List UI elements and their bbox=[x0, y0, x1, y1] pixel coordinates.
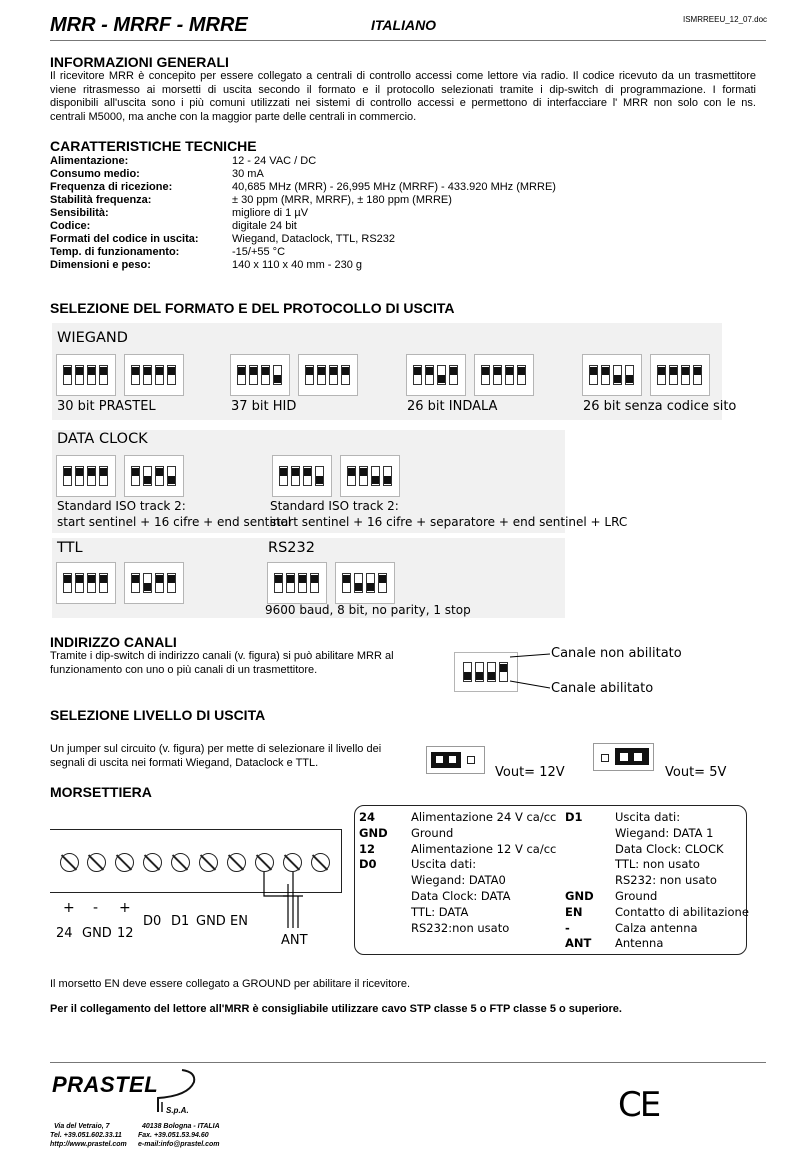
cable-note: Per il collegamento del lettore all'MRR è consigliabile utilizzare cavo STP classe 5 o FTP classe 5 o superiore. bbox=[50, 1003, 622, 1015]
spec-value: 30 mA bbox=[232, 168, 264, 180]
dataclock-caption: Standard ISO track 2: bbox=[57, 499, 186, 513]
terminal-desc: Uscita dati: bbox=[615, 810, 681, 824]
address-line: Fax. +39.051.53.94.60 bbox=[138, 1132, 209, 1139]
dip-lever bbox=[463, 662, 472, 682]
wiegand-format-label: 26 bit INDALA bbox=[407, 399, 498, 414]
dip-lever bbox=[413, 365, 422, 385]
spec-value: migliore di 1 µV bbox=[232, 207, 309, 219]
wiegand-format-label: 26 bit senza codice sito bbox=[583, 399, 737, 414]
dip-switch bbox=[340, 455, 400, 497]
terminal-desc: RS232: non usato bbox=[615, 873, 717, 888]
dip-lever bbox=[99, 466, 108, 486]
wiegand-format-label: 30 bit PRASTEL bbox=[57, 399, 156, 414]
dip-lever bbox=[342, 573, 351, 593]
terminal-table-right bbox=[565, 810, 749, 952]
spec-value: 40,685 MHz (MRR) - 26,995 MHz (MRRF) - 433.920 MHz (MRRE) bbox=[232, 181, 556, 193]
dip-lever bbox=[625, 365, 634, 385]
terminal-code: D1 bbox=[565, 810, 583, 824]
dip-lever-knob bbox=[156, 468, 163, 476]
dip-lever-knob bbox=[670, 367, 677, 375]
dip-lever-knob bbox=[250, 367, 257, 375]
dip-lever-knob bbox=[426, 367, 433, 375]
dip-lever-knob bbox=[76, 575, 83, 583]
doc-title: MRR - MRRF - MRRE bbox=[50, 14, 248, 36]
dip-lever-knob bbox=[100, 367, 107, 375]
dip-lever-knob bbox=[464, 672, 471, 680]
terminal-desc: Wiegand: DATA 1 bbox=[615, 825, 714, 840]
dip-lever bbox=[63, 365, 72, 385]
dip-lever bbox=[298, 573, 307, 593]
terminal-label-ant: ANT bbox=[281, 933, 308, 948]
dip-lever bbox=[167, 466, 176, 486]
dip-lever-knob bbox=[602, 367, 609, 375]
dip-lever bbox=[237, 365, 246, 385]
dip-lever-knob bbox=[367, 583, 374, 591]
dip-lever-knob bbox=[488, 672, 495, 680]
dip-lever-knob bbox=[132, 468, 139, 476]
dip-lever-knob bbox=[626, 375, 633, 383]
spec-value: digitale 24 bit bbox=[232, 220, 297, 232]
dataclock-caption: start sentinel + 16 cifre + separatore + end sentinel + LRC bbox=[270, 515, 628, 529]
dip-lever bbox=[693, 365, 702, 385]
dip-lever bbox=[167, 365, 176, 385]
dip-lever-knob bbox=[88, 575, 95, 583]
dip-lever bbox=[315, 466, 324, 486]
terminal-desc: Alimentazione 24 V ca/cc bbox=[411, 810, 557, 824]
dip-lever-knob bbox=[64, 468, 71, 476]
dip-lever bbox=[87, 573, 96, 593]
dip-lever-knob bbox=[494, 367, 501, 375]
dip-lever bbox=[99, 365, 108, 385]
dip-lever-knob bbox=[299, 575, 306, 583]
dip-lever-knob bbox=[318, 367, 325, 375]
dip-switch bbox=[298, 354, 358, 396]
dip-lever bbox=[305, 365, 314, 385]
screw-terminal bbox=[60, 853, 79, 872]
vout-12v-label: Vout= 12V bbox=[495, 765, 565, 780]
terminal-label-12: 12 bbox=[117, 926, 134, 941]
dip-lever-knob bbox=[132, 367, 139, 375]
dip-lever-knob bbox=[306, 367, 313, 375]
terminal-label-gnd: GND bbox=[82, 926, 112, 941]
dip-lever bbox=[329, 365, 338, 385]
dip-lever bbox=[425, 365, 434, 385]
dip-lever bbox=[366, 573, 375, 593]
dip-lever bbox=[681, 365, 690, 385]
channel-enabled-label: Canale abilitato bbox=[551, 681, 654, 696]
dip-lever bbox=[279, 466, 288, 486]
dip-lever-knob bbox=[506, 367, 513, 375]
dip-lever bbox=[371, 466, 380, 486]
dip-lever-knob bbox=[342, 367, 349, 375]
spec-value: ± 30 ppm (MRR, MRRF), ± 180 ppm (MRRE) bbox=[232, 194, 452, 206]
info-paragraph bbox=[50, 70, 756, 124]
spec-value: Wiegand, Dataclock, TTL, RS232 bbox=[232, 233, 396, 245]
dip-lever bbox=[601, 365, 610, 385]
dip-switch bbox=[474, 354, 534, 396]
terminal-desc: TTL: non usato bbox=[615, 857, 700, 872]
screw-terminal bbox=[87, 853, 106, 872]
dip-lever bbox=[75, 365, 84, 385]
dip-switch bbox=[230, 354, 290, 396]
dip-lever bbox=[437, 365, 446, 385]
dip-lever-knob bbox=[330, 367, 337, 375]
info-line: Il ricevitore MRR è concepito per essere collegato a centrali di controllo accessi come lettore via radio. Il codice ricevuto da un trasmettitore bbox=[50, 70, 756, 82]
dip-lever bbox=[63, 466, 72, 486]
dip-lever bbox=[449, 365, 458, 385]
dip-lever bbox=[341, 365, 350, 385]
dip-lever-knob bbox=[694, 367, 701, 375]
dip-lever-knob bbox=[64, 575, 71, 583]
dip-lever-knob bbox=[343, 575, 350, 583]
dip-lever bbox=[657, 365, 666, 385]
specs-heading: CARATTERISTICHE TECNICHE bbox=[50, 138, 257, 154]
channels-paragraph bbox=[50, 650, 430, 677]
dip-lever-knob bbox=[438, 375, 445, 383]
footer-rule bbox=[50, 1062, 766, 1063]
dip-lever-knob bbox=[590, 367, 597, 375]
logo-spa: S.p.A. bbox=[166, 1106, 189, 1115]
dip-lever bbox=[249, 365, 258, 385]
header-rule bbox=[50, 40, 766, 41]
dip-lever bbox=[354, 573, 363, 593]
dip-lever-knob bbox=[450, 367, 457, 375]
footer-address bbox=[50, 1122, 270, 1149]
dip-lever-knob bbox=[482, 367, 489, 375]
rs232-title: RS232 bbox=[268, 540, 315, 556]
dataclock-caption: Standard ISO track 2: bbox=[270, 499, 399, 513]
dip-switch bbox=[267, 562, 327, 604]
terminal-code: 12 bbox=[359, 841, 376, 856]
dip-lever bbox=[75, 573, 84, 593]
dip-lever bbox=[317, 365, 326, 385]
dip-lever bbox=[613, 365, 622, 385]
dip-lever bbox=[261, 365, 270, 385]
dip-lever-knob bbox=[76, 468, 83, 476]
dataclock-caption: start sentinel + 16 cifre + end sentinel bbox=[57, 515, 292, 529]
dip-lever-knob bbox=[476, 672, 483, 680]
dip-lever-knob bbox=[287, 575, 294, 583]
terminal-code: 24 bbox=[359, 810, 376, 824]
dip-lever bbox=[99, 573, 108, 593]
dip-lever bbox=[131, 365, 140, 385]
dip-lever-knob bbox=[275, 575, 282, 583]
spec-value: -15/+55 °C bbox=[232, 246, 286, 258]
terminal-code: EN bbox=[565, 904, 583, 919]
dip-lever bbox=[87, 365, 96, 385]
dip-lever bbox=[75, 466, 84, 486]
dip-lever bbox=[155, 573, 164, 593]
level-heading: SELEZIONE LIVELLO DI USCITA bbox=[50, 707, 266, 723]
dip-lever bbox=[274, 573, 283, 593]
dip-lever-knob bbox=[292, 468, 299, 476]
dip-lever-knob bbox=[316, 476, 323, 484]
terminal-code: ANT bbox=[565, 936, 592, 951]
dip-lever-knob bbox=[88, 468, 95, 476]
info-line: centrali M5000, ma anche con la maggior parte delle centrali in commercio. bbox=[50, 110, 417, 123]
dip-switch bbox=[124, 562, 184, 604]
dip-lever bbox=[143, 466, 152, 486]
dip-lever-knob bbox=[360, 468, 367, 476]
dip-switch bbox=[124, 455, 184, 497]
dip-lever-knob bbox=[614, 375, 621, 383]
dip-switch bbox=[406, 354, 466, 396]
dip-lever bbox=[286, 573, 295, 593]
dip-lever-knob bbox=[100, 468, 107, 476]
dip-lever bbox=[669, 365, 678, 385]
polarity-minus-gnd: - bbox=[93, 900, 99, 916]
dip-lever-knob bbox=[76, 367, 83, 375]
dip-lever-knob bbox=[156, 575, 163, 583]
spec-label: Stabilità frequenza: bbox=[50, 194, 152, 206]
jumper-5v bbox=[593, 743, 654, 771]
dip-lever bbox=[347, 466, 356, 486]
channel-disabled-label: Canale non abilitato bbox=[551, 646, 682, 661]
terminal-table-left bbox=[359, 810, 564, 936]
dip-lever bbox=[143, 573, 152, 593]
dip-switch bbox=[650, 354, 710, 396]
dip-lever-knob bbox=[144, 476, 151, 484]
prastel-logo bbox=[52, 1066, 212, 1118]
dip-lever bbox=[87, 466, 96, 486]
dip-lever bbox=[143, 365, 152, 385]
dip-lever-knob bbox=[238, 367, 245, 375]
screw-terminal bbox=[115, 853, 134, 872]
polarity-plus-12: + bbox=[119, 900, 131, 916]
screw-terminal bbox=[227, 853, 246, 872]
polarity-plus-24: + bbox=[63, 900, 75, 916]
dip-lever-knob bbox=[372, 476, 379, 484]
terminal-code: GND bbox=[565, 888, 594, 903]
spec-label: Codice: bbox=[50, 220, 91, 232]
dip-lever bbox=[303, 466, 312, 486]
dip-lever bbox=[273, 365, 282, 385]
dip-lever-knob bbox=[168, 476, 175, 484]
dip-lever-knob bbox=[682, 367, 689, 375]
dip-lever bbox=[131, 573, 140, 593]
dip-lever-knob bbox=[414, 367, 421, 375]
dip-lever bbox=[493, 365, 502, 385]
logo-text: PRASTEL bbox=[52, 1072, 159, 1097]
dip-lever bbox=[291, 466, 300, 486]
vout-5v-label: Vout= 5V bbox=[665, 765, 727, 780]
dip-lever bbox=[517, 365, 526, 385]
channels-line: funzionamento con uno o più canali di un trasmettitore. bbox=[50, 663, 318, 676]
wiegand-title: WIEGAND bbox=[57, 330, 128, 346]
dip-lever bbox=[310, 573, 319, 593]
terminal-desc: Ground bbox=[411, 825, 454, 840]
jumper-12v bbox=[426, 746, 485, 774]
dip-lever-knob bbox=[348, 468, 355, 476]
ttl-title: TTL bbox=[57, 540, 83, 556]
dip-lever bbox=[383, 466, 392, 486]
channel-callouts bbox=[505, 648, 555, 694]
dip-lever-knob bbox=[156, 367, 163, 375]
terminal-desc: Data Clock: DATA bbox=[411, 888, 511, 903]
dip-lever bbox=[378, 573, 387, 593]
antenna-wiring bbox=[258, 870, 328, 940]
address-line: Via del Vetraio, 7 bbox=[54, 1123, 110, 1130]
terminal-label-24: 24 bbox=[56, 926, 73, 941]
dip-lever bbox=[155, 365, 164, 385]
dip-lever-knob bbox=[144, 367, 151, 375]
screw-terminal bbox=[199, 853, 218, 872]
terminal-code: D0 bbox=[359, 857, 377, 872]
dip-lever-knob bbox=[384, 476, 391, 484]
spec-label: Dimensioni e peso: bbox=[50, 259, 151, 271]
dip-lever bbox=[167, 573, 176, 593]
dip-lever-knob bbox=[355, 583, 362, 591]
level-paragraph bbox=[50, 743, 430, 770]
dip-lever-knob bbox=[280, 468, 287, 476]
terminal-desc: Contatto di abilitazione bbox=[615, 904, 749, 919]
terminal-code: GND bbox=[359, 825, 388, 840]
dip-lever bbox=[505, 365, 514, 385]
spec-label: Frequenza di ricezione: bbox=[50, 181, 173, 193]
rs232-caption: 9600 baud, 8 bit, no parity, 1 stop bbox=[265, 603, 471, 617]
dip-switch bbox=[56, 455, 116, 497]
address-line: Tel. +39.051.602.33.11 bbox=[50, 1132, 122, 1139]
dip-lever-knob bbox=[168, 367, 175, 375]
info-line: viene ritrasmesso ai morsetti di uscita secondo il formato e il protocollo selezionati tramite i dip-switch di programmazione. I formati bbox=[50, 83, 756, 96]
channels-line: Tramite i dip-switch di indirizzo canali (v. figura) si può abilitare MRR al bbox=[50, 650, 394, 662]
dip-lever bbox=[487, 662, 496, 682]
en-note: Il morsetto EN deve essere collegato a GROUND per abilitare il ricevitore. bbox=[50, 978, 411, 990]
wiegand-format-label: 37 bit HID bbox=[231, 399, 297, 414]
dip-switch bbox=[272, 455, 332, 497]
dip-lever bbox=[475, 662, 484, 682]
spec-label: Sensibilità: bbox=[50, 207, 109, 219]
level-line: segnali di uscita nei formati Wiegand, Dataclock e TTL. bbox=[50, 756, 319, 769]
terminal-desc: Wiegand: DATA0 bbox=[411, 873, 506, 888]
screw-terminal bbox=[143, 853, 162, 872]
dip-switch bbox=[335, 562, 395, 604]
dip-lever bbox=[481, 365, 490, 385]
terminal-label-gnd2: GND bbox=[196, 914, 226, 929]
dip-lever-knob bbox=[144, 583, 151, 591]
dip-lever-knob bbox=[274, 375, 281, 383]
channels-heading: INDIRIZZO CANALI bbox=[50, 634, 177, 650]
dip-lever-knob bbox=[262, 367, 269, 375]
address-line: 40138 Bologna - ITALIA bbox=[142, 1123, 220, 1130]
terminal-code: - bbox=[565, 920, 570, 935]
dip-switch bbox=[582, 354, 642, 396]
dip-lever-knob bbox=[518, 367, 525, 375]
terminal-desc: Antenna bbox=[615, 936, 664, 951]
dip-lever-knob bbox=[304, 468, 311, 476]
level-line: Un jumper sul circuito (v. figura) per mette di selezionare il livello dei bbox=[50, 743, 382, 755]
format-heading: SELEZIONE DEL FORMATO E DEL PROTOCOLLO DI USCITA bbox=[50, 300, 455, 316]
terminal-label-en: EN bbox=[230, 914, 248, 929]
terminal-desc: TTL: DATA bbox=[411, 904, 469, 919]
terminal-desc: Alimentazione 12 V ca/cc bbox=[411, 841, 557, 856]
spec-label: Temp. di funzionamento: bbox=[50, 246, 180, 258]
spec-label: Consumo medio: bbox=[50, 168, 140, 180]
address-line: e-mail:info@prastel.com bbox=[138, 1141, 220, 1148]
spec-label: Formati del codice in uscita: bbox=[50, 233, 199, 245]
terminal-label-d1: D1 bbox=[171, 914, 190, 929]
terminal-desc: RS232:non usato bbox=[411, 920, 510, 935]
dip-switch bbox=[56, 354, 116, 396]
spec-value: 140 x 110 x 40 mm - 230 g bbox=[232, 259, 363, 271]
terminal-label-d0: D0 bbox=[143, 914, 162, 929]
language-label: ITALIANO bbox=[371, 17, 437, 33]
dip-lever-knob bbox=[311, 575, 318, 583]
info-line: disponibili all'uscita sono i più comuni utilizzati nei sistemi di controllo accessi e permettono di interfacciare l' MRR non solo con le ns. bbox=[50, 97, 756, 109]
dip-lever bbox=[131, 466, 140, 486]
dip-switch bbox=[56, 562, 116, 604]
dip-switch bbox=[124, 354, 184, 396]
dataclock-title: DATA CLOCK bbox=[57, 431, 148, 447]
spec-label: Alimentazione: bbox=[50, 155, 129, 167]
terminal-desc: Ground bbox=[615, 888, 658, 903]
dip-lever bbox=[589, 365, 598, 385]
info-heading: INFORMAZIONI GENERALI bbox=[50, 54, 229, 70]
spec-value: 12 - 24 VAC / DC bbox=[232, 155, 317, 167]
dip-lever-knob bbox=[88, 367, 95, 375]
ce-mark: CE bbox=[618, 1085, 660, 1125]
terminal-desc: Data Clock: CLOCK bbox=[615, 841, 724, 856]
terminal-heading: MORSETTIERA bbox=[50, 784, 152, 800]
screw-terminal bbox=[171, 853, 190, 872]
dip-lever bbox=[155, 466, 164, 486]
terminal-desc: Calza antenna bbox=[615, 920, 698, 935]
dip-lever-knob bbox=[168, 575, 175, 583]
dip-lever-knob bbox=[379, 575, 386, 583]
doc-code: ISMRREEU_12_07.doc bbox=[683, 15, 768, 24]
dip-lever-knob bbox=[132, 575, 139, 583]
dip-lever-knob bbox=[658, 367, 665, 375]
dip-lever-knob bbox=[100, 575, 107, 583]
dip-lever-knob bbox=[64, 367, 71, 375]
dip-lever bbox=[359, 466, 368, 486]
dip-lever bbox=[63, 573, 72, 593]
address-line: http://www.prastel.com bbox=[50, 1141, 127, 1148]
terminal-desc: Uscita dati: bbox=[411, 857, 477, 872]
